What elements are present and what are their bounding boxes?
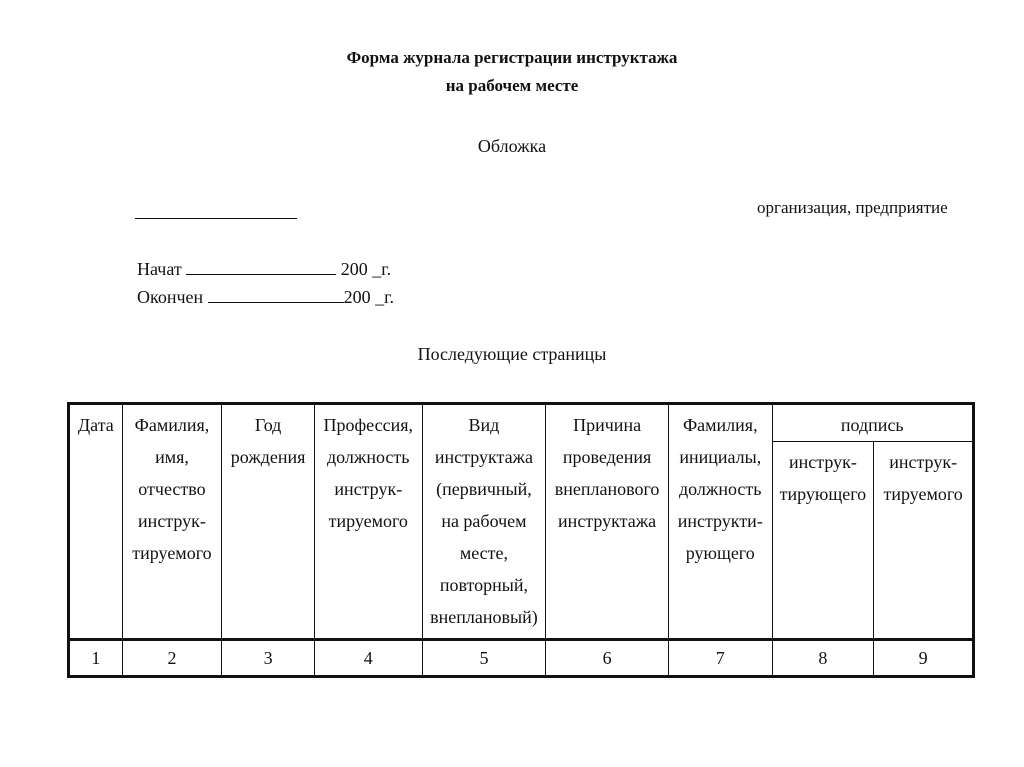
col-header-reason: Причина проведения внепланового инструктажа [546, 404, 669, 640]
col-header-birth-year: Год рождения [222, 404, 315, 640]
col-number: 6 [546, 640, 669, 677]
col-header-signature-group: подпись [772, 404, 973, 442]
cover-label: Обложка [477, 136, 547, 156]
journal-table [67, 402, 975, 678]
col-number: 3 [222, 640, 315, 677]
col-header-instructor: Фамилия, инициалы, должность инструкти- рующего [668, 404, 772, 640]
finished-row [137, 286, 394, 308]
finished-year: 200 _г. [343, 287, 394, 307]
col-number: 2 [122, 640, 222, 677]
col-number: 7 [668, 640, 772, 677]
col-number: 4 [314, 640, 422, 677]
col-number: 5 [422, 640, 546, 677]
column-numbers-row [69, 640, 974, 677]
org-label: организация, предприятие [757, 198, 948, 217]
col-header-signature-instructor: инструк- тирующего [772, 442, 874, 640]
col-header-profession: Профессия, должность инструк- тируемого [314, 404, 422, 640]
col-number: 9 [874, 640, 974, 677]
finished-label: Окончен [137, 287, 204, 307]
col-header-date: Дата [69, 404, 123, 640]
col-number: 1 [69, 640, 123, 677]
started-row [137, 258, 391, 280]
started-date-blank [186, 258, 336, 275]
form-title [0, 44, 1024, 100]
form-title-line-2: на рабочем месте [445, 76, 579, 95]
org-name-blank [135, 201, 297, 219]
next-pages-label: Последующие страницы [417, 344, 607, 364]
started-label: Начат [137, 259, 182, 279]
col-number: 8 [772, 640, 874, 677]
form-title-line-1: Форма журнала регистрации инструктажа [346, 48, 678, 67]
finished-date-blank [208, 286, 344, 303]
col-header-briefing-type: Вид инструктажа (первичный, на рабочем месте, повторный, внеплановый) [422, 404, 546, 640]
col-header-full-name: Фамилия, имя, отчество инструк- тируемого [122, 404, 222, 640]
started-year: 200 _г. [340, 259, 392, 279]
col-header-signature-trainee: инструк- тируемого [874, 442, 974, 640]
